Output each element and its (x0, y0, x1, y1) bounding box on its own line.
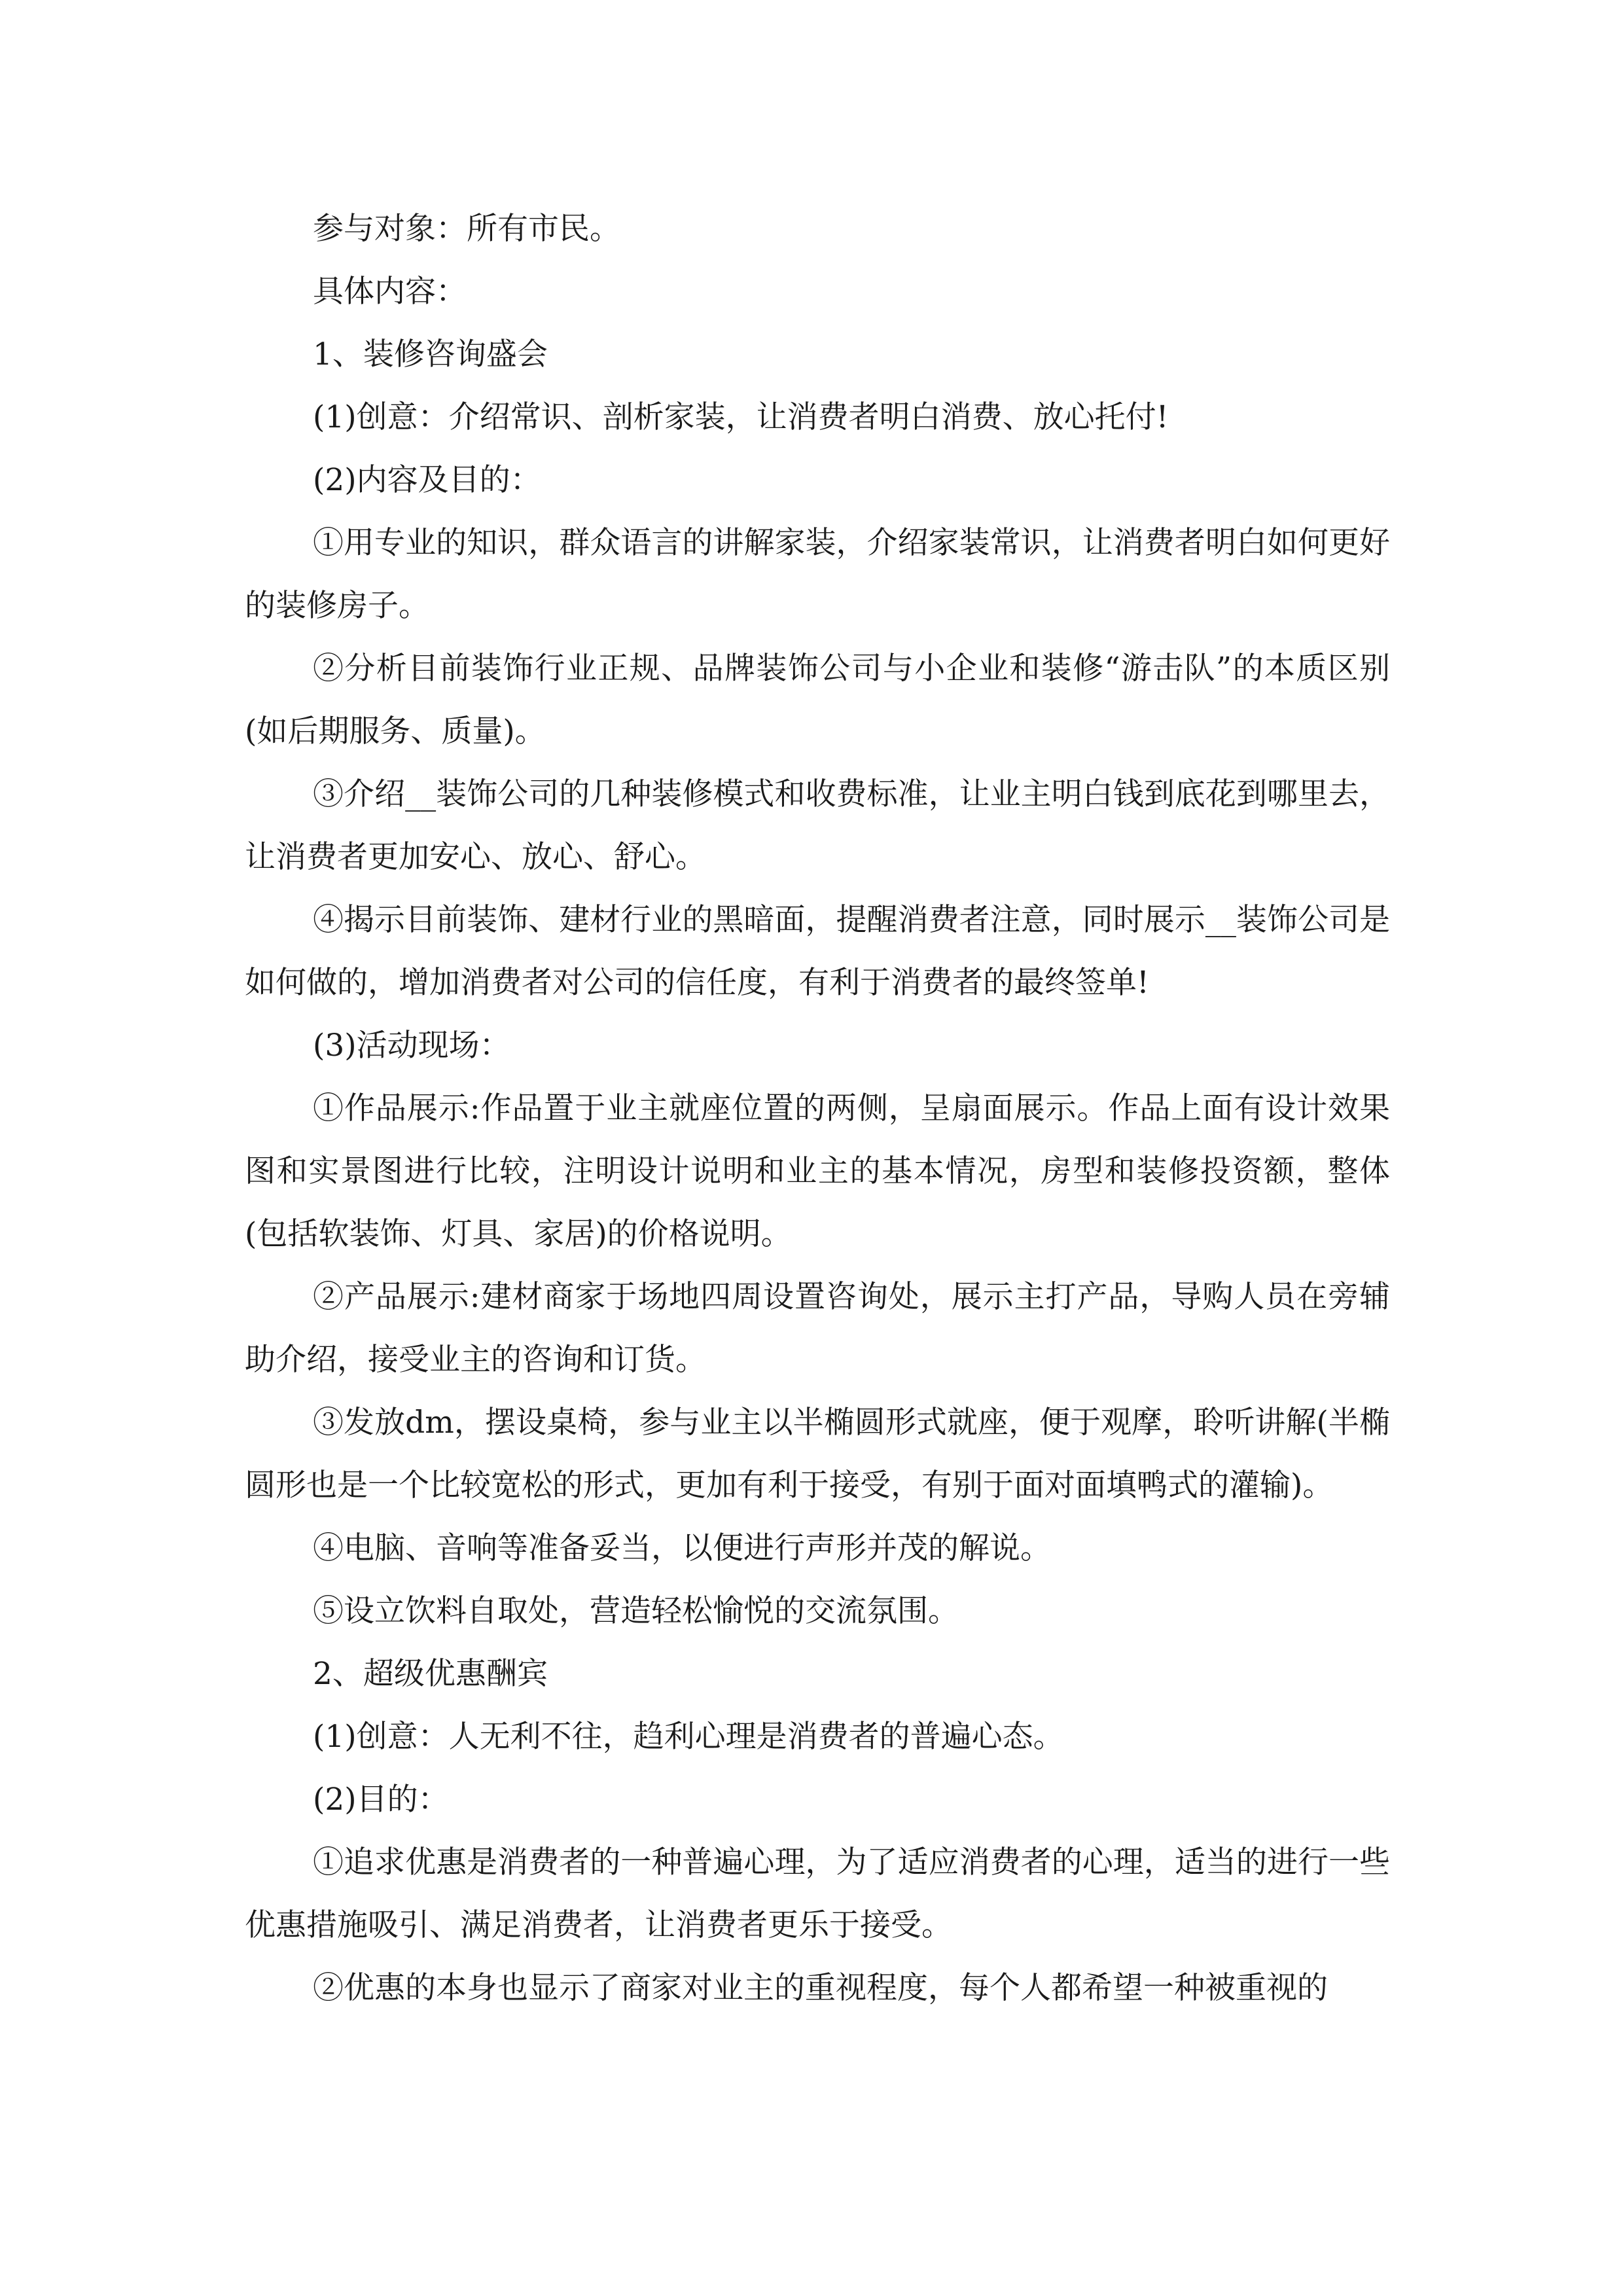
list-item-seating: ③发放dm，摆设桌椅，参与业主以半椭圆形式就座，便于观摩，聆听讲解(半椭圆形也是一个比较宽松的形式，更加有利于接受，有别于面对面填鸭式的灌输)。 (245, 1405, 1390, 1503)
paragraph-content-purpose-heading: (2)内容及目的： (313, 462, 541, 498)
list-item-works-display: ①作品展示:作品置于业主就座位置的两侧，呈扇面展示。作品上面有设计效果图和实景图进行比较，注明设计说明和业主的基本情况，房型和装修投资额，整体(包括软装饰、灯具、家居)的价格说明。 (245, 1090, 1390, 1252)
paragraph-purpose-heading: (2)目的： (313, 1782, 449, 1818)
list-item-discount-importance: ②优惠的本身也显示了商家对业主的重视程度，每个人都希望一种被重视的 (313, 1970, 1328, 2006)
section-heading-consulting: 1、装修咨询盛会 (313, 336, 548, 372)
paragraph-creative-1: (1)创意：介绍常识、剖析家装，让消费者明白消费、放心托付! (313, 399, 1169, 435)
paragraph-participants: 参与对象：所有市民。 (313, 211, 620, 247)
list-item-equipment: ④电脑、音响等准备妥当，以便进行声形并茂的解说。 (313, 1530, 1051, 1566)
list-item-knowledge: ①用专业的知识，群众语言的讲解家装，介绍家装常识，让消费者明白如何更好的装修房子。 (245, 525, 1390, 624)
list-item-pursuit-of-discount: ①追求优惠是消费者的一种普遍心理，为了适应消费者的心理，适当的进行一些优惠措施吸引、满足消费者，让消费者更乐于接受。 (245, 1844, 1390, 1943)
list-item-analysis: ②分析目前装饰行业正规、品牌装饰公司与小企业和装修“游击队”的本质区别(如后期服务、质量)。 (245, 651, 1390, 749)
paragraph-content-heading: 具体内容： (313, 274, 467, 310)
section-heading-discount: 2、超级优惠酬宾 (313, 1656, 548, 1692)
list-item-refreshments: ⑤设立饮料自取处，营造轻松愉悦的交流氛围。 (313, 1593, 959, 1629)
list-item-fee-standard: ③介绍__装饰公司的几种装修模式和收费标准，让业主明白钱到底花到哪里去，让消费者更加安心、放心、舒心。 (245, 776, 1390, 875)
list-item-product-display: ②产品展示:建材商家于场地四周设置咨询处，展示主打产品，导购人员在旁辅助介绍，接受业主的咨询和订货。 (245, 1279, 1390, 1378)
list-item-industry-dark-side: ④揭示目前装饰、建材行业的黑暗面，提醒消费者注意，同时展示__装饰公司是如何做的，增加消费者对公司的信任度，有利于消费者的最终签单! (245, 902, 1390, 1001)
document-body (245, 198, 1390, 2020)
paragraph-event-site-heading: (3)活动现场： (313, 1028, 510, 1064)
paragraph-creative-2: (1)创意：人无利不往，趋利心理是消费者的普遍心态。 (313, 1719, 1064, 1755)
